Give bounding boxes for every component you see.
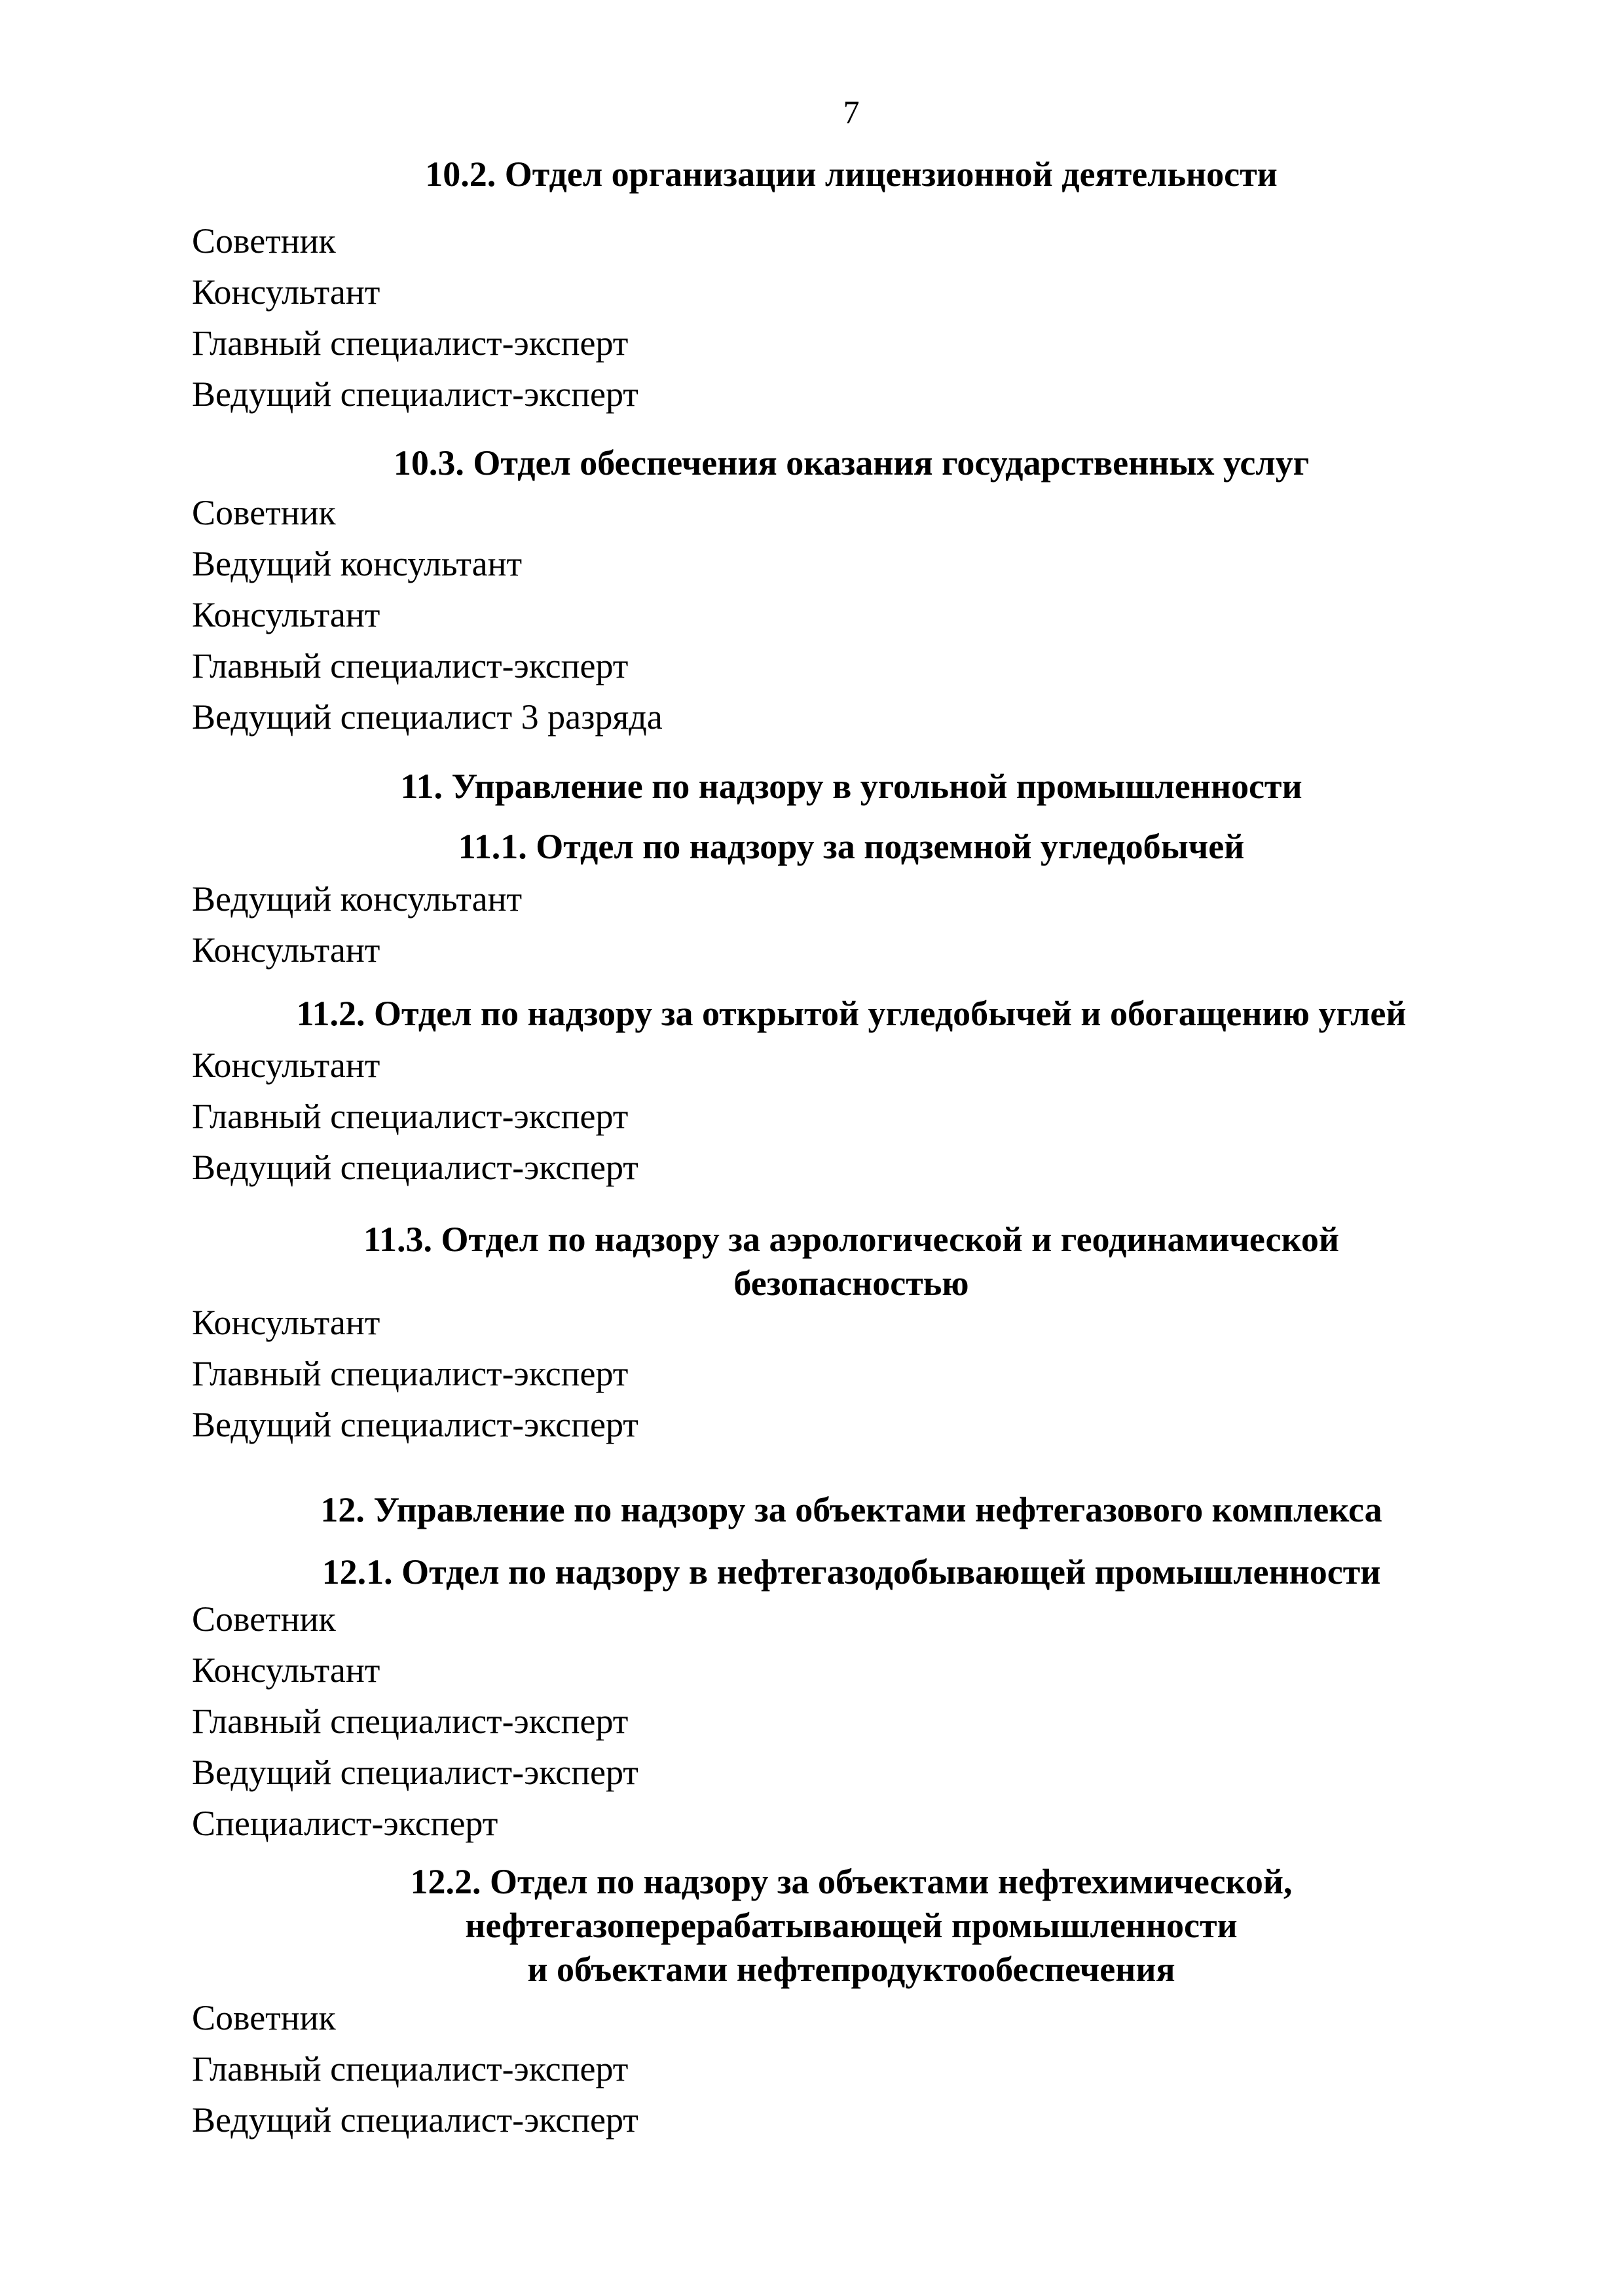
- position-item: Ведущий специалист-эксперт: [192, 1753, 638, 1792]
- position-item: Консультант: [192, 930, 380, 970]
- position-item: Ведущий специалист-эксперт: [192, 2100, 638, 2140]
- page-number: 7: [843, 94, 860, 130]
- position-item: Советник: [192, 221, 336, 261]
- position-item: Ведущий консультант: [192, 879, 523, 919]
- section-heading-12: 12. Управление по надзору за объектами нефтегазового комплекса: [320, 1490, 1382, 1529]
- section-heading-line: и объектами нефтепродуктообеспечения: [527, 1950, 1175, 1989]
- position-item: Ведущий консультант: [192, 544, 523, 583]
- position-item: Специалист-эксперт: [192, 1804, 498, 1843]
- section-heading-line: безопасностью: [733, 1264, 969, 1303]
- position-item: Консультант: [192, 1650, 380, 1690]
- position-item: Советник: [192, 1998, 336, 2037]
- position-item: Главный специалист-эксперт: [192, 1354, 629, 1393]
- section-heading-11-3: [131, 1218, 1572, 1305]
- position-item: Главный специалист-эксперт: [192, 1097, 629, 1136]
- section-heading-line: 12.2. Отдел по надзору за объектами нефтехимической,: [410, 1862, 1293, 1901]
- section-heading-11: 11. Управление по надзору в угольной промышленности: [400, 767, 1302, 806]
- section-heading-10-3: 10.3. Отдел обеспечения оказания государственных услуг: [393, 443, 1310, 483]
- section-heading-11-2: 11.2. Отдел по надзору за открытой угледобычей и обогащению углей: [296, 994, 1407, 1033]
- position-item: Главный специалист-эксперт: [192, 646, 629, 685]
- position-item: Ведущий специалист-эксперт: [192, 1405, 638, 1444]
- position-item: Консультант: [192, 1303, 380, 1342]
- position-item: Консультант: [192, 595, 380, 634]
- section-heading-line: нефтегазоперерабатывающей промышленности: [465, 1906, 1238, 1945]
- position-item: Главный специалист-эксперт: [192, 2049, 629, 2088]
- section-heading-12-1: 12.1. Отдел по надзору в нефтегазодобывающей промышленности: [322, 1552, 1381, 1592]
- position-item: Главный специалист-эксперт: [192, 323, 629, 363]
- position-item: Главный специалист-эксперт: [192, 1702, 629, 1741]
- section-heading-11-1: 11.1. Отдел по надзору за подземной угледобычей: [458, 827, 1245, 866]
- position-item: Ведущий специалист-эксперт: [192, 374, 638, 414]
- section-heading-10-2: 10.2. Отдел организации лицензионной деятельности: [425, 155, 1278, 194]
- position-item: Ведущий специалист 3 разряда: [192, 697, 663, 737]
- position-item: Советник: [192, 1599, 336, 1639]
- position-item: Советник: [192, 493, 336, 532]
- position-item: Ведущий специалист-эксперт: [192, 1148, 638, 1187]
- position-item: Консультант: [192, 1046, 380, 1085]
- section-heading-12-2: [131, 1860, 1572, 1992]
- position-item: Консультант: [192, 272, 380, 312]
- section-heading-line: 11.3. Отдел по надзору за аэрологической и геодинамической: [363, 1220, 1339, 1259]
